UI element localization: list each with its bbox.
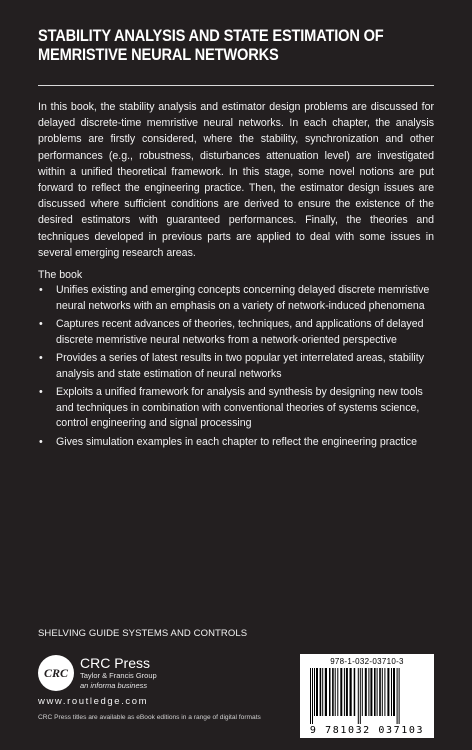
barcode-bar	[377, 668, 378, 716]
title-line-2: MEMRISTIVE NEURAL NETWORKS	[38, 45, 279, 64]
barcode-bar	[312, 668, 313, 724]
crc-logo-icon: CRC	[38, 655, 74, 691]
barcode-bar	[399, 668, 400, 724]
feature-item: • Provides a series of latest results in two popular yet interrelated areas, stability analysis and state estimation of neural networks	[39, 352, 425, 380]
barcode-bar	[344, 668, 345, 716]
title-line-1: STABILITY ANALYSIS AND STATE ESTIMATION OF	[38, 26, 384, 45]
publisher-business: an informa business	[80, 681, 148, 690]
feature-item: • Unifies existing and emerging concepts concerning delayed discrete memristive neural networks with an emphasis on a variety of network-induced phenomena	[39, 284, 430, 312]
book-title	[38, 26, 442, 64]
bullet-icon: •	[39, 318, 43, 330]
publisher-info	[80, 656, 157, 690]
bullet-icon: •	[39, 435, 43, 448]
barcode-bars-icon	[310, 668, 424, 724]
barcode-bar	[325, 668, 327, 716]
barcode-bar	[354, 668, 356, 716]
barcode-bar	[335, 668, 336, 716]
barcode-bar	[332, 668, 334, 716]
isbn-label: 978-1-032-03710-3	[330, 657, 404, 666]
feature-item: • Captures recent advances of theories, techniques, and applications of delayed discrete memristive neural networks from a network-oriented perspective	[39, 318, 424, 346]
isbn-barcode	[300, 654, 434, 738]
barcode-bar	[384, 668, 385, 716]
barcode-bar	[346, 668, 348, 716]
bullet-icon: •	[39, 386, 43, 398]
publisher-group: Taylor & Francis Group	[80, 671, 157, 680]
bullet-icon: •	[39, 352, 43, 364]
barcode-bar	[365, 668, 367, 716]
barcode-bar	[320, 668, 322, 716]
publisher-website: www.routledge.com	[38, 696, 149, 707]
barcode-bar	[314, 668, 315, 716]
barcode-bar	[387, 668, 389, 716]
barcode-bar	[337, 668, 338, 716]
barcode-bar	[370, 668, 372, 716]
feature-item: • Exploits a unified framework for analysis and synthesis by designing new tools and techniques in combination with conventional theories of systems science, control engineering and signal processing	[39, 386, 423, 429]
barcode-bar	[358, 668, 359, 724]
ebook-note: CRC Press titles are available as eBook editions in a range of digital formats	[38, 714, 261, 721]
barcode-number: 9 781032 037103	[302, 725, 432, 736]
barcode-bar	[329, 668, 331, 716]
barcode-bar	[382, 668, 383, 716]
barcode-bar	[374, 668, 376, 716]
barcode-bar	[322, 668, 323, 716]
barcode-bar	[368, 668, 369, 716]
book-description: In this book, the stability analysis and estimator design problems are discussed for delayed discrete-time memristive neural networks. In each chapter, the analysis problems are firstly considered, where the stability, synchronization and other performances (e.g., robustness, disturbances attenuation level) are investigated within a unified theoretical framework. In this stage, some novel notions are put forward to reflect the engineering practice. Then, the estimator design issues are discussed where sufficient conditions are derived to ensure the existence of the desired estimators with guaranteed performances. Finally, the theories and techniques developed in previous parts are applied to deal with some issues in several emerging research areas.	[38, 101, 434, 259]
barcode-bar	[379, 668, 381, 716]
bullet-icon: •	[39, 284, 43, 296]
feature-item: • Gives simulation examples in each chapter to reflect the engineering practice	[38, 435, 436, 451]
bullet-intro: The book	[38, 269, 83, 281]
barcode-bar	[360, 668, 361, 724]
barcode-bar	[391, 668, 392, 716]
barcode-bar	[340, 668, 342, 716]
publisher-name: CRC Press	[80, 655, 151, 671]
barcode-bar	[316, 668, 318, 716]
shelving-guide: SHELVING GUIDE SYSTEMS AND CONTROLS	[38, 628, 248, 639]
barcode-bar	[362, 668, 363, 716]
barcode-bar	[350, 668, 352, 716]
feature-list	[38, 283, 436, 453]
barcode-bar	[393, 668, 395, 716]
barcode-bar	[397, 668, 398, 724]
barcode-bar	[310, 668, 311, 724]
title-divider	[38, 85, 434, 86]
